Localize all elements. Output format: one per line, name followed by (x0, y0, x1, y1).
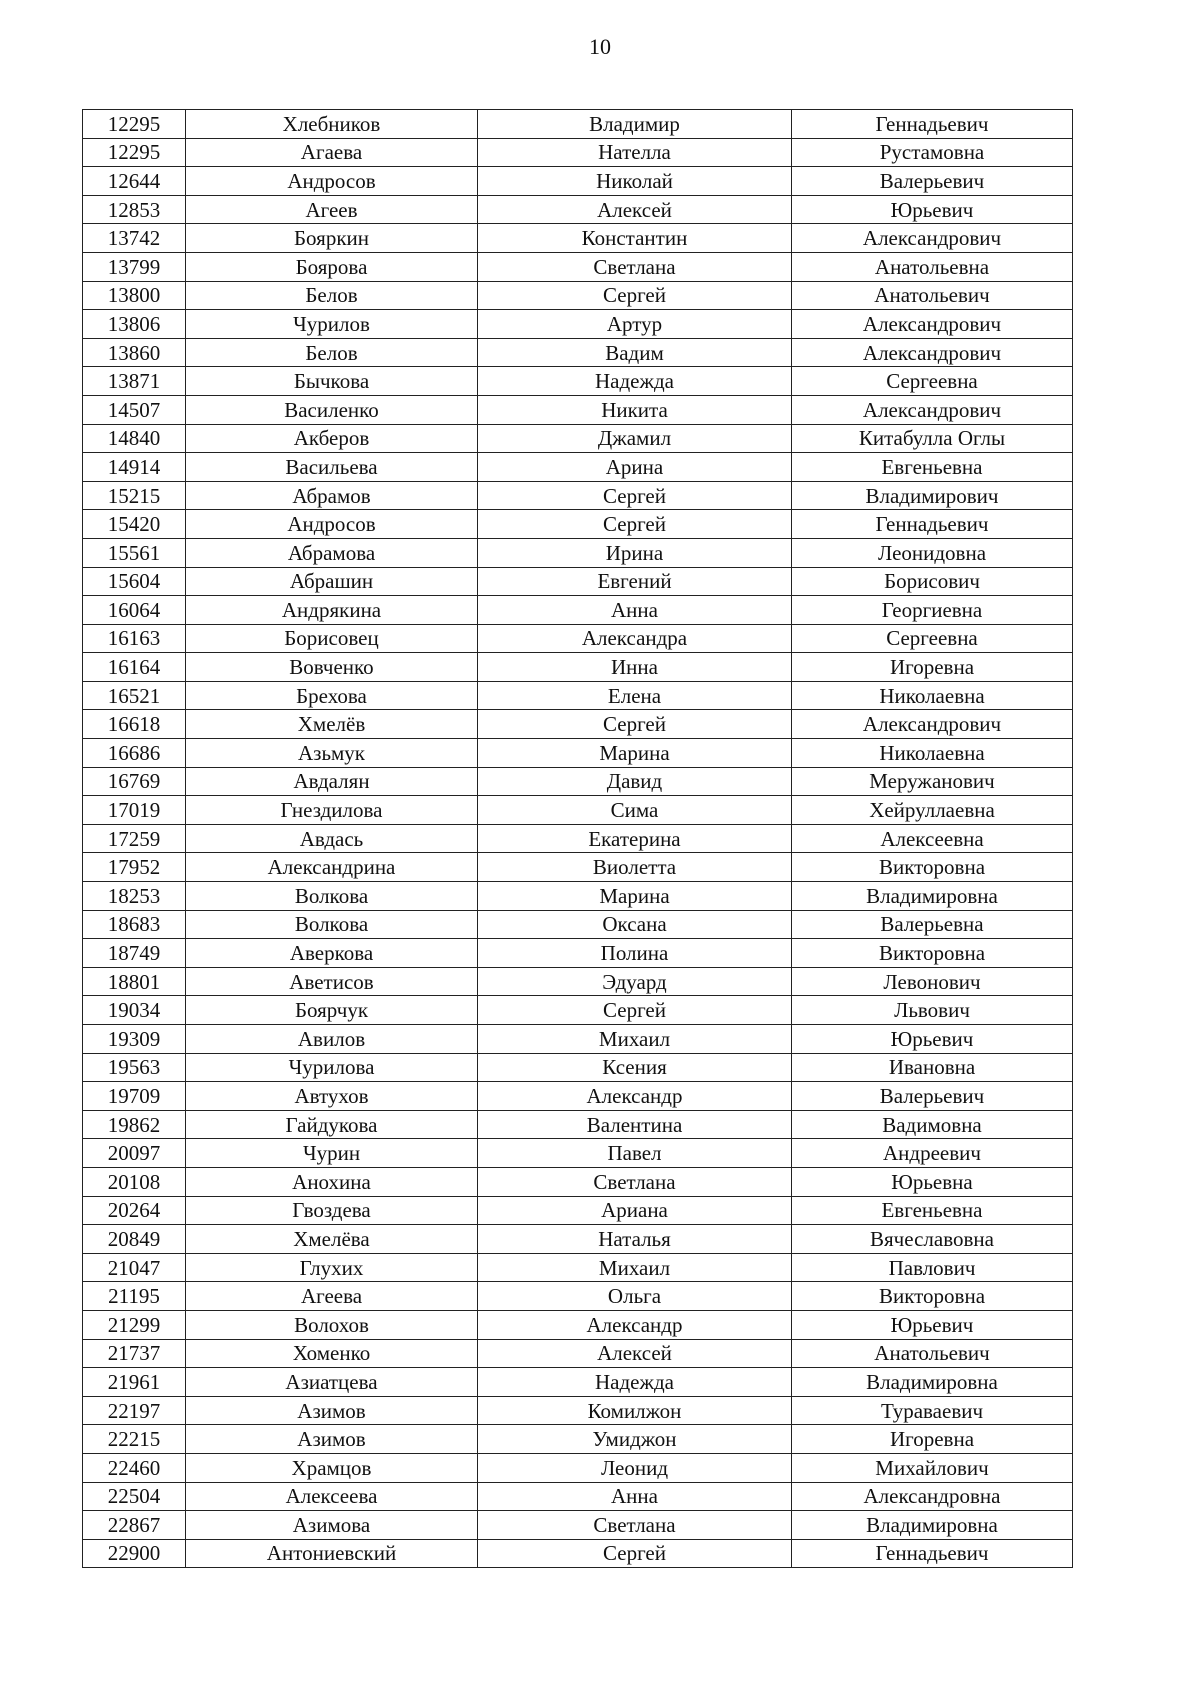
surname-cell: Андросов (186, 167, 478, 196)
surname-cell: Хлебников (186, 110, 478, 139)
record-number-cell: 21299 (83, 1310, 186, 1339)
first-name-cell: Надежда (478, 1368, 792, 1397)
first-name-cell: Светлана (478, 252, 792, 281)
record-number-cell: 17019 (83, 796, 186, 825)
patronymic-cell: Александрович (792, 338, 1073, 367)
first-name-cell: Сергей (478, 281, 792, 310)
patronymic-cell: Владимировна (792, 1368, 1073, 1397)
record-number-cell: 17952 (83, 853, 186, 882)
surname-cell: Гвоздева (186, 1196, 478, 1225)
record-number-cell: 16769 (83, 767, 186, 796)
first-name-cell: Сергей (478, 996, 792, 1025)
record-number-cell: 22867 (83, 1511, 186, 1540)
record-number-cell: 16163 (83, 624, 186, 653)
surname-cell: Азиатцева (186, 1368, 478, 1397)
first-name-cell: Павел (478, 1139, 792, 1168)
record-number-cell: 13742 (83, 224, 186, 253)
first-name-cell: Константин (478, 224, 792, 253)
table-row (83, 681, 1073, 710)
first-name-cell: Светлана (478, 1511, 792, 1540)
record-number-cell: 12644 (83, 167, 186, 196)
table-row (83, 996, 1073, 1025)
table-row (83, 1082, 1073, 1111)
table-row (83, 1511, 1073, 1540)
table-row (83, 281, 1073, 310)
table-row (83, 653, 1073, 682)
first-name-cell: Марина (478, 739, 792, 768)
surname-cell: Хмелёв (186, 710, 478, 739)
surname-cell: Акберов (186, 424, 478, 453)
surname-cell: Автухов (186, 1082, 478, 1111)
first-name-cell: Арина (478, 453, 792, 482)
page-number: 10 (589, 34, 611, 59)
first-name-cell: Алексей (478, 1339, 792, 1368)
surname-cell: Хоменко (186, 1339, 478, 1368)
table-row (83, 310, 1073, 339)
patronymic-cell: Георгиевна (792, 596, 1073, 625)
first-name-cell: Наталья (478, 1225, 792, 1254)
patronymic-cell: Александрович (792, 224, 1073, 253)
first-name-cell: Анна (478, 596, 792, 625)
table-row (83, 1253, 1073, 1282)
table-row (83, 567, 1073, 596)
patronymic-cell: Валерьевич (792, 1082, 1073, 1111)
patronymic-cell: Николаевна (792, 681, 1073, 710)
first-name-cell: Умиджон (478, 1425, 792, 1454)
table-row (83, 796, 1073, 825)
patronymic-cell: Евгеньевна (792, 1196, 1073, 1225)
record-number-cell: 22197 (83, 1396, 186, 1425)
record-number-cell: 13871 (83, 367, 186, 396)
first-name-cell: Эдуард (478, 967, 792, 996)
surname-cell: Гайдукова (186, 1110, 478, 1139)
record-number-cell: 13800 (83, 281, 186, 310)
first-name-cell: Леонид (478, 1453, 792, 1482)
surname-cell: Боярова (186, 252, 478, 281)
surname-cell: Авдалян (186, 767, 478, 796)
patronymic-cell: Валерьевич (792, 167, 1073, 196)
patronymic-cell: Александрович (792, 710, 1073, 739)
patronymic-cell: Михайлович (792, 1453, 1073, 1482)
patronymic-cell: Игоревна (792, 653, 1073, 682)
surname-cell: Абрашин (186, 567, 478, 596)
surname-cell: Волохов (186, 1310, 478, 1339)
table-row (83, 138, 1073, 167)
surname-cell: Храмцов (186, 1453, 478, 1482)
record-number-cell: 20849 (83, 1225, 186, 1254)
record-number-cell: 20108 (83, 1167, 186, 1196)
patronymic-cell: Рустамовна (792, 138, 1073, 167)
surname-cell: Боярчук (186, 996, 478, 1025)
record-number-cell: 15215 (83, 481, 186, 510)
patronymic-cell: Юрьевич (792, 195, 1073, 224)
table-row (83, 1396, 1073, 1425)
first-name-cell: Александр (478, 1310, 792, 1339)
surname-cell: Агаева (186, 138, 478, 167)
first-name-cell: Анна (478, 1482, 792, 1511)
table-row (83, 252, 1073, 281)
surname-cell: Бояркин (186, 224, 478, 253)
table-row (83, 195, 1073, 224)
surname-cell: Чурин (186, 1139, 478, 1168)
first-name-cell: Александра (478, 624, 792, 653)
surname-cell: Агеева (186, 1282, 478, 1311)
table-row (83, 167, 1073, 196)
record-number-cell: 22504 (83, 1482, 186, 1511)
patronymic-cell: Владимирович (792, 481, 1073, 510)
record-number-cell: 19034 (83, 996, 186, 1025)
first-name-cell: Елена (478, 681, 792, 710)
table-row (83, 453, 1073, 482)
record-number-cell: 15420 (83, 510, 186, 539)
table-row (83, 1339, 1073, 1368)
record-number-cell: 21961 (83, 1368, 186, 1397)
patronymic-cell: Тураваевич (792, 1396, 1073, 1425)
record-number-cell: 12295 (83, 138, 186, 167)
first-name-cell: Комилжон (478, 1396, 792, 1425)
patronymic-cell: Геннадьевич (792, 110, 1073, 139)
surname-cell: Азимова (186, 1511, 478, 1540)
table-row (83, 338, 1073, 367)
surname-cell: Азимов (186, 1396, 478, 1425)
record-number-cell: 19563 (83, 1053, 186, 1082)
patronymic-cell: Львович (792, 996, 1073, 1025)
record-number-cell: 18253 (83, 882, 186, 911)
record-number-cell: 16521 (83, 681, 186, 710)
table-row (83, 710, 1073, 739)
surname-cell: Василенко (186, 395, 478, 424)
surname-cell: Абрамов (186, 481, 478, 510)
surname-cell: Андрякина (186, 596, 478, 625)
surname-cell: Гнездилова (186, 796, 478, 825)
first-name-cell: Полина (478, 939, 792, 968)
table-row (83, 1053, 1073, 1082)
record-number-cell: 17259 (83, 824, 186, 853)
roster-table-body (83, 110, 1073, 1568)
first-name-cell: Сергей (478, 481, 792, 510)
patronymic-cell: Алексеевна (792, 824, 1073, 853)
patronymic-cell: Геннадьевич (792, 1539, 1073, 1568)
record-number-cell: 14914 (83, 453, 186, 482)
patronymic-cell: Хейруллаевна (792, 796, 1073, 825)
table-row (83, 224, 1073, 253)
first-name-cell: Ирина (478, 538, 792, 567)
patronymic-cell: Валерьевна (792, 910, 1073, 939)
record-number-cell: 16164 (83, 653, 186, 682)
surname-cell: Белов (186, 281, 478, 310)
surname-cell: Чурилов (186, 310, 478, 339)
surname-cell: Бычкова (186, 367, 478, 396)
patronymic-cell: Александрович (792, 395, 1073, 424)
patronymic-cell: Владимировна (792, 882, 1073, 911)
first-name-cell: Артур (478, 310, 792, 339)
table-row (83, 1282, 1073, 1311)
first-name-cell: Михаил (478, 1253, 792, 1282)
patronymic-cell: Александрович (792, 310, 1073, 339)
first-name-cell: Екатерина (478, 824, 792, 853)
surname-cell: Азимов (186, 1425, 478, 1454)
patronymic-cell: Сергеевна (792, 624, 1073, 653)
surname-cell: Анохина (186, 1167, 478, 1196)
record-number-cell: 18749 (83, 939, 186, 968)
surname-cell: Аверкова (186, 939, 478, 968)
first-name-cell: Александр (478, 1082, 792, 1111)
table-row (83, 967, 1073, 996)
table-row (83, 1196, 1073, 1225)
first-name-cell: Сима (478, 796, 792, 825)
first-name-cell: Светлана (478, 1167, 792, 1196)
record-number-cell: 12295 (83, 110, 186, 139)
first-name-cell: Ольга (478, 1282, 792, 1311)
record-number-cell: 22215 (83, 1425, 186, 1454)
patronymic-cell: Анатольевич (792, 1339, 1073, 1368)
record-number-cell: 13860 (83, 338, 186, 367)
surname-cell: Азьмук (186, 739, 478, 768)
record-number-cell: 19709 (83, 1082, 186, 1111)
record-number-cell: 18801 (83, 967, 186, 996)
table-row (83, 1368, 1073, 1397)
first-name-cell: Марина (478, 882, 792, 911)
first-name-cell: Джамил (478, 424, 792, 453)
patronymic-cell: Анатольевна (792, 252, 1073, 281)
patronymic-cell: Викторовна (792, 939, 1073, 968)
patronymic-cell: Борисович (792, 567, 1073, 596)
patronymic-cell: Евгеньевна (792, 453, 1073, 482)
patronymic-cell: Сергеевна (792, 367, 1073, 396)
surname-cell: Чурилова (186, 1053, 478, 1082)
first-name-cell: Вадим (478, 338, 792, 367)
table-row (83, 939, 1073, 968)
table-row (83, 1425, 1073, 1454)
patronymic-cell: Викторовна (792, 853, 1073, 882)
table-row (83, 510, 1073, 539)
record-number-cell: 15604 (83, 567, 186, 596)
surname-cell: Брехова (186, 681, 478, 710)
first-name-cell: Сергей (478, 710, 792, 739)
surname-cell: Абрамова (186, 538, 478, 567)
surname-cell: Волкова (186, 910, 478, 939)
surname-cell: Хмелёва (186, 1225, 478, 1254)
table-row (83, 481, 1073, 510)
record-number-cell: 14507 (83, 395, 186, 424)
surname-cell: Глухих (186, 1253, 478, 1282)
record-number-cell: 12853 (83, 195, 186, 224)
record-number-cell: 13799 (83, 252, 186, 281)
patronymic-cell: Геннадьевич (792, 510, 1073, 539)
surname-cell: Волкова (186, 882, 478, 911)
patronymic-cell: Меружанович (792, 767, 1073, 796)
first-name-cell: Надежда (478, 367, 792, 396)
table-row (83, 538, 1073, 567)
patronymic-cell: Викторовна (792, 1282, 1073, 1311)
record-number-cell: 22900 (83, 1539, 186, 1568)
first-name-cell: Сергей (478, 510, 792, 539)
table-row (83, 110, 1073, 139)
first-name-cell: Николай (478, 167, 792, 196)
patronymic-cell: Андреевич (792, 1139, 1073, 1168)
record-number-cell: 16686 (83, 739, 186, 768)
first-name-cell: Ксения (478, 1053, 792, 1082)
table-row (83, 395, 1073, 424)
record-number-cell: 21195 (83, 1282, 186, 1311)
first-name-cell: Инна (478, 653, 792, 682)
record-number-cell: 18683 (83, 910, 186, 939)
patronymic-cell: Игоревна (792, 1425, 1073, 1454)
table-row (83, 367, 1073, 396)
first-name-cell: Владимир (478, 110, 792, 139)
table-row (83, 424, 1073, 453)
patronymic-cell: Вячеславовна (792, 1225, 1073, 1254)
patronymic-cell: Левонович (792, 967, 1073, 996)
surname-cell: Аветисов (186, 967, 478, 996)
table-row (83, 739, 1073, 768)
patronymic-cell: Китабулла Оглы (792, 424, 1073, 453)
record-number-cell: 16064 (83, 596, 186, 625)
patronymic-cell: Владимировна (792, 1511, 1073, 1540)
table-row (83, 853, 1073, 882)
record-number-cell: 19862 (83, 1110, 186, 1139)
record-number-cell: 20097 (83, 1139, 186, 1168)
record-number-cell: 21047 (83, 1253, 186, 1282)
table-row (83, 767, 1073, 796)
table-row (83, 596, 1073, 625)
surname-cell: Белов (186, 338, 478, 367)
table-row (83, 1025, 1073, 1054)
patronymic-cell: Анатольевич (792, 281, 1073, 310)
record-number-cell: 19309 (83, 1025, 186, 1054)
surname-cell: Агеев (186, 195, 478, 224)
table-row (83, 1453, 1073, 1482)
patronymic-cell: Вадимовна (792, 1110, 1073, 1139)
record-number-cell: 21737 (83, 1339, 186, 1368)
table-row (83, 1167, 1073, 1196)
surname-cell: Авдась (186, 824, 478, 853)
patronymic-cell: Юрьевич (792, 1310, 1073, 1339)
table-row (83, 1225, 1073, 1254)
record-number-cell: 15561 (83, 538, 186, 567)
record-number-cell: 22460 (83, 1453, 186, 1482)
table-row (83, 1110, 1073, 1139)
first-name-cell: Алексей (478, 195, 792, 224)
table-row (83, 824, 1073, 853)
patronymic-cell: Юрьевич (792, 1025, 1073, 1054)
patronymic-cell: Николаевна (792, 739, 1073, 768)
surname-cell: Антониевский (186, 1539, 478, 1568)
table-row (83, 1310, 1073, 1339)
surname-cell: Борисовец (186, 624, 478, 653)
surname-cell: Алексеева (186, 1482, 478, 1511)
patronymic-cell: Юрьевна (792, 1167, 1073, 1196)
table-row (83, 1139, 1073, 1168)
table-row (83, 624, 1073, 653)
first-name-cell: Ариана (478, 1196, 792, 1225)
patronymic-cell: Ивановна (792, 1053, 1073, 1082)
surname-cell: Васильева (186, 453, 478, 482)
surname-cell: Вовченко (186, 653, 478, 682)
record-number-cell: 14840 (83, 424, 186, 453)
first-name-cell: Сергей (478, 1539, 792, 1568)
first-name-cell: Михаил (478, 1025, 792, 1054)
patronymic-cell: Александровна (792, 1482, 1073, 1511)
record-number-cell: 20264 (83, 1196, 186, 1225)
patronymic-cell: Леонидовна (792, 538, 1073, 567)
first-name-cell: Никита (478, 395, 792, 424)
first-name-cell: Евгений (478, 567, 792, 596)
table-row (83, 1539, 1073, 1568)
roster-table (82, 109, 1073, 1568)
surname-cell: Авилов (186, 1025, 478, 1054)
surname-cell: Андросов (186, 510, 478, 539)
first-name-cell: Давид (478, 767, 792, 796)
table-row (83, 1482, 1073, 1511)
first-name-cell: Оксана (478, 910, 792, 939)
record-number-cell: 13806 (83, 310, 186, 339)
record-number-cell: 16618 (83, 710, 186, 739)
patronymic-cell: Павлович (792, 1253, 1073, 1282)
first-name-cell: Виолетта (478, 853, 792, 882)
first-name-cell: Валентина (478, 1110, 792, 1139)
table-row (83, 882, 1073, 911)
first-name-cell: Нателла (478, 138, 792, 167)
surname-cell: Александрина (186, 853, 478, 882)
table-row (83, 910, 1073, 939)
